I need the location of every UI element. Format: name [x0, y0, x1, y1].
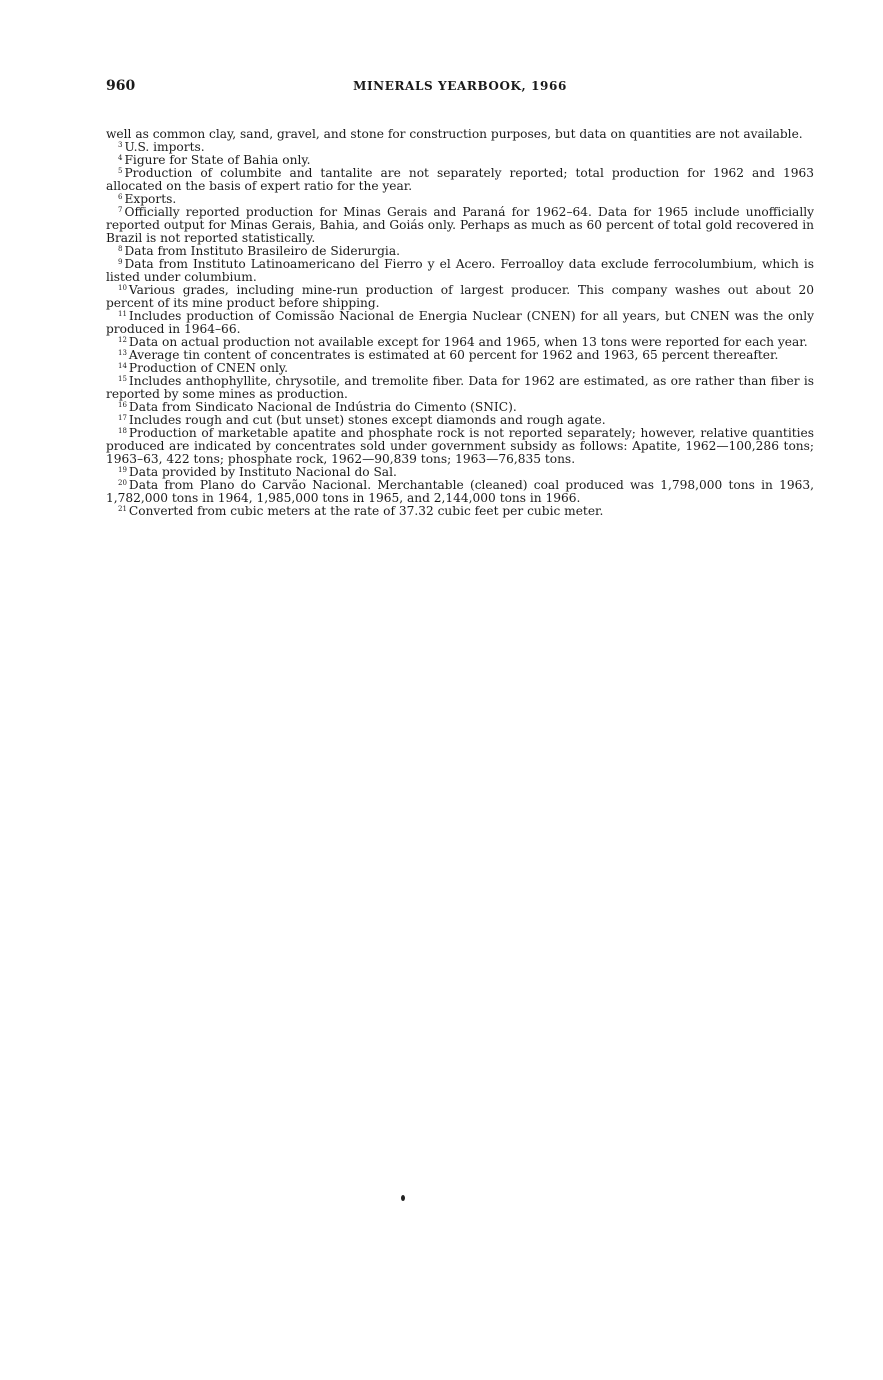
page-header [106, 78, 814, 100]
footnote-item [106, 310, 814, 336]
footnote-marker: 18 [118, 427, 127, 435]
running-title: MINERALS YEARBOOK, 1966 [353, 79, 567, 93]
continuation-paragraph: well as common clay, sand, gravel, and stone for construction purposes, but data on quantities are not available. [106, 127, 803, 141]
footnote-marker: 20 [118, 479, 127, 487]
footnote-marker: 13 [118, 349, 127, 357]
footnote-marker: 7 [118, 206, 123, 214]
footnote-marker: 19 [118, 466, 127, 474]
footnote-text: Data provided by Instituto Nacional do Sal. [128, 465, 397, 479]
footnote-text: Exports. [124, 192, 177, 206]
footnote-item [106, 505, 814, 518]
footnote-text: Converted from cubic meters at the rate of 37.32 cubic feet per cubic meter. [128, 504, 604, 518]
footnote-text: Includes rough and cut (but unset) stones except diamonds and rough agate. [128, 413, 606, 427]
footnote-text: Data from Instituto Brasileiro de Siderurgia. [124, 244, 400, 258]
footnote-marker: 15 [118, 375, 127, 383]
footnote-text: Production of columbite and tantalite are not separately reported; total production for 1962 and 1963 allocated on the basis of expert ratio for the year. [106, 166, 814, 193]
footnote-text: Figure for State of Bahia only. [124, 153, 311, 167]
footnote-text: Production of marketable apatite and phosphate rock is not reported separately; however, relative quantities produced are indicated by concentrates sold under government subsidy as follows: Apatite, 1962—100,286 tons; 1963–63, 422 tons; phosphate rock, 1962—90,839 tons; 1963—76,835 tons. [106, 426, 814, 466]
footnotes-section [106, 128, 814, 518]
footnote-marker: 3 [118, 141, 123, 149]
footnote-marker: 10 [118, 284, 127, 292]
footnote-text: Data from Sindicato Nacional de Indústria do Cimento (SNIC). [128, 400, 517, 414]
footnote-item [106, 258, 814, 284]
footnote-text: Includes production of Comissão Nacional de Energia Nuclear (CNEN) for all years, but CNEN was the only produced in 1964–66. [106, 309, 814, 336]
footnote-list [106, 141, 814, 518]
footnote-text: Average tin content of concentrates is estimated at 60 percent for 1962 and 1963, 65 percent thereafter. [128, 348, 779, 362]
footnote-marker: 4 [118, 154, 123, 162]
footnote-marker: 6 [118, 193, 123, 201]
footnote-text: Officially reported production for Minas Gerais and Paraná for 1962–64. Data for 1965 include unofficially reported output for Minas Gerais, Bahia, and Goiás only. Perhaps as much as 60 percent of total gold recovered in Brazil is not reported statistically. [106, 205, 814, 245]
footnote-item [106, 375, 814, 401]
footnote-marker: 17 [118, 414, 127, 422]
footnote-item [106, 206, 814, 245]
footnote-text: Data from Instituto Latinoamericano del Fierro y el Acero. Ferroalloy data exclude ferrocolumbium, which is listed under columbium. [106, 257, 814, 284]
footnote-marker: 11 [118, 310, 127, 318]
page-speck [401, 1195, 405, 1201]
footnote-marker: 14 [118, 362, 127, 370]
footnote-text: Various grades, including mine-run production of largest producer. This company washes out about 20 percent of its mine product before shipping. [106, 283, 814, 310]
footnote-item [106, 284, 814, 310]
footnote-item [106, 427, 814, 466]
footnote-text: U.S. imports. [124, 140, 205, 154]
footnote-marker: 5 [118, 167, 123, 175]
footnote-item [106, 479, 814, 505]
footnote-marker: 16 [118, 401, 127, 409]
footnote-marker: 8 [118, 245, 123, 253]
footnote-item [106, 167, 814, 193]
footnote-marker: 21 [118, 505, 127, 513]
footnote-text: Data from Plano do Carvão Nacional. Merchantable (cleaned) coal produced was 1,798,000 tons in 1963, 1,782,000 tons in 1964, 1,985,000 tons in 1965, and 2,144,000 tons in 1966. [106, 478, 814, 505]
footnote-text: Data on actual production not available except for 1964 and 1965, when 13 tons were reported for each year. [128, 335, 808, 349]
page-number: 960 [106, 78, 136, 94]
footnote-text: Production of CNEN only. [128, 361, 288, 375]
footnote-marker: 9 [118, 258, 123, 266]
footnote-text: Includes anthophyllite, chrysotile, and tremolite fiber. Data for 1962 are estimated, as ore rather than fiber is reported by some mines as production. [106, 374, 814, 401]
footnote-marker: 12 [118, 336, 127, 344]
